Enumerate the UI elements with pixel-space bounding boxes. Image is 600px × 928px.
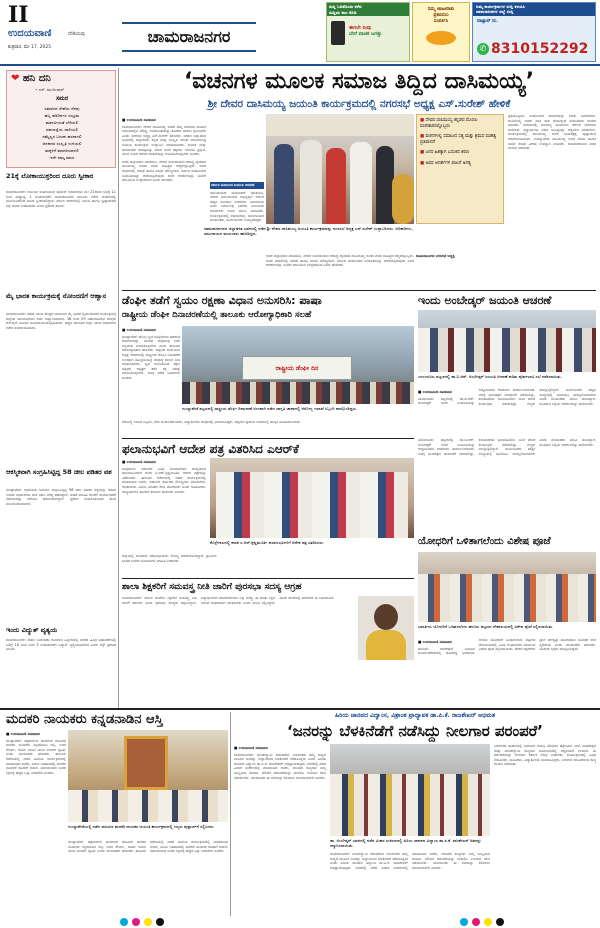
honey-byline: • ಎಸ್. ಮಂಜುನಾಥ್ [35,87,65,92]
story-f-text [418,638,596,704]
story-b-subhead: ರಾಷ್ಟ್ರೀಯ ಡೆಂಘೀ ದಿನಾಚರಣೆಯಲ್ಲಿ ತಾಲೂಕು ಆರೋಗ್ಯಾಧಿಕಾರಿ ಸಲಹೆ [122,310,312,320]
story-c-dateline: ■ ಉದಯವಾಣಿ ಸಮಾಚಾರ [418,390,452,394]
ad2-line3: ಸಂಪರ್ಕಿಸಿ [433,19,449,24]
story-g-photo [68,730,228,822]
left-body-1: ಚಾಮರಾಜನಗರ: ಕರ್ನಾಟಕ ಲೋಕಾಯುಕ್ತ ಪೊಲೀಸ್ ಅಧಿಕಾರಿಗಳು ಮೇ 21ರಂದು ಬೆಳಗ್ಗೆ 11 ರಿಂದ ಮಧ್ಯಾಹ್ನ 1 ಗಂಟೆಯವರೆಗೆ ಚಾಮರಾಜನಗರ ತಾಲೂಕು ಕಚೇರಿ ಆವರಣದಲ್ಲಿ ಸಾರ್ವಜನಿಕರಿಂದ ದೂರು ಸ್ವೀಕರಿಸಲಿದ್ದಾರೆ. ಸರ್ಕಾರಿ ಕಚೇರಿಗಳಲ್ಲಿ ವಿಳಂಬ ಹಾಗೂ ಭ್ರಷ್ಟಾಚಾರದ ಬಗ್ಗೆ ದೂರು ನೀಡಬಹುದು ಎಂದು ಪ್ರಕಟಣೆ ತಿಳಿಸಿದೆ. [6,190,116,208]
main-subhead: ಶ್ರೀ ದೇವರ ದಾಸಿಮಯ್ಯ ಜಯಂತಿ ಕಾರ್ಯಕ್ರಮದಲ್ಲಿ ನಗರಸಭೆ ಅಧ್ಯಕ್ಷ ಎಸ್.ಸುರೇಶ್ ಹೇಳಿಕೆ [207,98,511,110]
highlight-text-3: ಜನರ ಹಿತಕ್ಕಾಗಿ ಬದುಕಿದ ಶರಣ [425,150,470,156]
main-body-2: ಅಪರ ಜಿಲ್ಲಾಧಿಕಾರಿ ಮಾತನಾಡಿ, ನೇಕಾರ ಸಮುದಾಯದ ಆರಾಧ್ಯ ದೈವರಾದ ದಾಸಿಮಯ್ಯ ಅವರು ವಚನ ಸಾಹಿತ್ಯದ ಆದ್ಯರಲ್ಲೊಬ್ಬರು. ಅವರ ವಚನಗಳಲ್ಲಿ ಸರಳತೆ ಹಾಗೂ ಜೀವನ ಮೌಲ್ಯಗಳಿವೆ. ಸರ್ಕಾರ ಮಹನೀಯರ ಜಯಂತಿಗಳನ್ನು ಆಚರಿಸುತ್ತಿರುವುದು ಅವರ ಆದರ್ಶಗಳನ್ನು ಜನರಿಗೆ ತಲುಪಿಸುವ ಉದ್ದೇಶದಿಂದ ಎಂದು ಹೇಳಿದರು. [122,159,208,183]
story-b-crowd [182,382,414,404]
rule-below-b [122,438,414,439]
highlight-item-3 [420,150,500,156]
story-c-people [418,328,596,372]
ad1-tagline [349,25,409,37]
bullet-icon: ■ [420,150,426,156]
ad-phone-number: 8310152292 [491,41,589,57]
main-highlight-box [416,114,504,224]
ad3-line1: ನಿಮ್ಮ ಕಾರ್ಯಕ್ರಮಗಳ ಸುದ್ದಿ ಕಳುಹಿಸಿ [476,4,526,9]
ad2-line1: ನಿಮ್ಮ ಜಾಹೀರಾತು [427,7,455,12]
story-h-text [234,744,326,916]
story-c-headline: ಇಂದು ಅಂಬೇಡ್ಕರ್ ಜಯಂತಿ ಆಚರಣೆ [418,294,552,307]
section-title-text: ಚಾಮರಾಜನಗರ [147,27,231,46]
ad-news-subscribe [326,2,410,62]
masthead [0,0,600,64]
registration-mark-black-2 [496,918,504,926]
honey-logo-text: ಹನಿ ದನಿ [22,73,51,84]
story-f-caption: ಭಾರತೀಯ ಯೋಧರಿಗೆ ಒಳಿತಾಗಲೆಂದು ಹನೂರು ಪಟ್ಟಣದ ದೇವಾಲಯದಲ್ಲಿ ವಿಶೇಷ ಪೂಜೆ ಸಲ್ಲಿಸಲಾಯಿತು. [418,624,596,636]
highlight-item-1 [420,118,500,129]
ad1-line2: ಸುದ್ದಿಯ ಕಾಲ ಕೊಡಿ [329,9,357,15]
lower-divider [230,712,231,916]
story-h-kicker: ಹಿರಿಯ ಜಾನಪದ ವಿದ್ವಾಂಸ, ವಿಶ್ರಾಂತ ಪ್ರಾಧ್ಯಾಪಕ ಡಾ.ಪಿ.ಕೆ. ರಾಜಶೇಖರ್ ಅಭಿಮತ [334,712,496,719]
page-number: II [8,2,29,28]
photo-person-3 [326,148,346,224]
photo-flowers [392,174,414,224]
main-body-3: ಸಮುದಾಯದ ಮುಖಂಡರು ಮಾತನಾಡಿ, ನೇಕಾರ ಸಮುದಾಯದ ಅಭಿವೃದ್ಧಿಗೆ ಸರ್ಕಾರ ಹೆಚ್ಚಿನ ಅನುದಾನ ನೀಡಬೇಕು. ಸಮುದಾಯ ಭವನ ನಿರ್ಮಾಣಕ್ಕೆ ನಿವೇಶನ ಮಂಜೂರು ಮಾಡಬೇಕು ಎಂದು ಮನವಿ ಮಾಡಿದರು. ಕಾರ್ಯಕ್ರಮದಲ್ಲಿ ಅಧಿಕಾರಿಗಳು, ಸಮುದಾಯದ ಮುಖಂಡರು, ಸಾರ್ವಜನಿಕರು ಉಪಸ್ಥಿತರಿದ್ದರು. [210,190,266,223]
story-g-caption: ಗುಂಡ್ಲುಪೇಟೆಯಲ್ಲಿ ನಡೆದ ರಾಜವೀರ ಮದಕರಿ ನಾಯಕರ ಜಯಂತಿ ಕಾರ್ಯಕ್ರಮದಲ್ಲಿ ಗಣ್ಯರು ಪುಷ್ಪಾರ್ಚನೆ ಸಲ್ಲಿಸಿದರು. [68,824,228,836]
registration-mark-black [156,918,164,926]
story-d-caption: ಕೊಳ್ಳೇಗಾಲದಲ್ಲಿ ಶಾಸಕ ಎ.ಆರ್.ಕೃಷ್ಣಮೂರ್ತಿ ಫಲಾನುಭವಿಗಳಿಗೆ ಆದೇಶ ಪತ್ರ ವಿತರಿಸಿದರು. [210,540,414,552]
main-dateline: ■ ಉದಯವಾಣಿ ಸಮಾಚಾರ [122,118,156,122]
story-e-headline: ಶಾಲಾ ಶಿಕ್ಷಕರಿಗೆ ಸಮವಸ್ತ್ರ ನೀತಿ ಜಾರಿಗೆ ಪುರಸಭಾ ಸದಸ್ಯ ಆಗ್ರಹ [122,582,302,592]
story-b-caption: ಗುಂಡ್ಲುಪೇಟೆ ಪಟ್ಟಣದಲ್ಲಿ ರಾಷ್ಟ್ರೀಯ ಡೆಂಘೀ ದಿನಾಚರಣೆ ಅಂಗವಾಗಿ ನಡೆದ ಜಾಗೃತಿ ಜಾಥಾದಲ್ಲಿ ಆರೋಗ್ಯ ಇಲಾಖೆ ಸಿಬ್ಬಂದಿ ಪಾಲ್ಗೊಂಡಿದ್ದರು. [182,406,414,418]
bullet-icon: ■ [420,134,426,140]
story-g-text [6,730,66,916]
story-b-banner [242,356,352,380]
phone-graphic [331,21,345,45]
story-h-people [330,774,490,836]
story-g-portrait-frame [124,736,168,790]
story-h-body2: ನೀಲಗಾರರ ಹಾಡುಗಳಲ್ಲಿ ಸಮಾಜದ ನೋವು ನಲಿವುಗಳ ಚಿತ್ರಣವಿದೆ. ಮಲೆ ಮಹದೇಶ್ವರ ಮತ್ತು ಮಂಟೇಸ್ವಾಮಿ ಕಾವ್ಯಗಳು ಜನಮಾನಸದಲ್ಲಿ ಅಚ್ಚಳಿಯದೆ ಉಳಿದಿವೆ. ಈ ಪರಂಪರೆಯನ್ನು ಉಳಿಸಲು ಸರ್ಕಾರ ನೆರವು ನೀಡಬೇಕು. ಕಾರ್ಯಕ್ರಮದಲ್ಲಿ ವಿವಿಧ ಕಲಾವಿದರು, ಸಾಹಿತಿಗಳು, ವಿದ್ಯಾರ್ಥಿಗಳು ಭಾಗವಹಿಸಿದ್ದರು. ನೀಲಗಾರ ಕಲಾವಿದರಿಂದ ಕಾವ್ಯ ಗಾಯನ ನಡೆಯಿತು. [494,744,596,767]
registration-mark-cyan-2 [460,918,468,926]
bullet-icon: ■ [420,160,426,166]
bullet-icon: ■ [420,118,426,123]
ad1-line4: ಬೇರೆ ವಾಚಕ ಜಗತ್ತು [349,31,382,37]
whatsapp-icon: ✆ [477,43,489,55]
main-body-1: ಚಾಮರಾಜನಗರ: ದೇವರ ದಾಸಿಮಯ್ಯ ಅವರು ತಮ್ಮ ವಚನಗಳ ಮೂಲಕ ಸಮಾಜದಲ್ಲಿನ ಮೌಢ್ಯ, ಅಸಮಾನತೆಯನ್ನು ತೊಡೆದು ಹಾಕಲು ಶ್ರಮಿಸಿದರು ಎಂದು ನಗರಸಭೆ ಅಧ್ಯಕ್ಷ ಎಸ್.ಸುರೇಶ್ ಹೇಳಿದರು. ನಗರದ ಜಿಲ್ಲಾಡಳಿತ ಭವನದಲ್ಲಿ ಜಿಲ್ಲಾಡಳಿತ, ಕನ್ನಡ ಮತ್ತು ಸಂಸ್ಕೃತಿ ಇಲಾಖೆ ಆಯೋಜಿಸಿದ್ದ ಜಯಂತಿ ಕಾರ್ಯಕ್ರಮ ಉದ್ಘಾಟಿಸಿ ಮಾತನಾಡಿದರು. ಕಾಯಕ ಮತ್ತು ದಾಸೋಹದ ಮಹತ್ವವನ್ನು ಸಾರಿದ ಅವರ ತತ್ವಗಳು ಇಂದಿಗೂ ಪ್ರಸ್ತುತ. ಯುವ ಪೀಳಿಗೆ ಶರಣರ ಚಿಂತನೆಗಳನ್ನು ಅಳವಡಿಸಿಕೊಳ್ಳಬೇಕು ಎಂದರು. [122,124,208,157]
story-b-body2: ಆರೋಗ್ಯ ಇಲಾಖೆ ಸಿಬ್ಬಂದಿ, ಆಶಾ ಕಾರ್ಯಕರ್ತೆಯರು, ವಿದ್ಯಾರ್ಥಿಗಳು ಜಾಥಾದಲ್ಲಿ ಭಾಗವಹಿಸಿದ್ದರು. ಪಟ್ಟಣದ ಪ್ರಮುಖ ಬೀದಿಗಳಲ್ಲಿ ಜಾಗೃತಿ ಮೂಡಿಸಲಾಯಿತು. [122,420,301,424]
story-f-headline: ಯೋಧರಿಗೆ ಒಳಿತಾಗಲೆಂದು ವಿಶೇಷ ಪೂಜೆ [418,536,551,547]
story-d-text [122,458,206,538]
story-e-portrait [358,596,414,660]
story-b-body: ಗುಂಡ್ಲುಪೇಟೆ: ಡೆಂಘೀ ಜ್ವರ ಸೊಳ್ಳೆಗಳಿಂದ ಹರಡುವ ರೋಗವಾಗಿದ್ದು, ಮನೆಯ ಸುತ್ತಮುತ್ತ ನೀರು ನಿಲ್ಲದಂತೆ ನೋಡಿಕೊಳ್ಳಬೇಕು ಎಂದು ತಾಲೂಕು ಆರೋಗ್ಯಾಧಿಕಾರಿ ಹೇಳಿದರು. ಪಟ್ಟಣದ ಸಾರ್ವಜನಿಕ ಆಸ್ಪತ್ರೆ ಆವರಣದಲ್ಲಿ ರಾಷ್ಟ್ರೀಯ ಡೆಂಘೀ ದಿನಾಚರಣೆ ಅಂಗವಾಗಿ ಹಮ್ಮಿಕೊಂಡಿದ್ದ ಜಾಥಾಕ್ಕೆ ಚಾಲನೆ ನೀಡಿ ಮಾತನಾಡಿದರು. ಜ್ವರ ಕಾಣಿಸಿಕೊಂಡ ತಕ್ಷಣ ಹತ್ತಿರದ ಆಸ್ಪತ್ರೆಗೆ ತೆರಳಿ ರಕ್ತ ಪರೀಕ್ಷೆ ಮಾಡಿಸಿಕೊಳ್ಳಬೇಕು. ಸೊಳ್ಳೆ ಪರದೆ ಬಳಸಬೇಕು ಎಂದರು. [122,334,182,380]
left-headline-4: ಇಂದು ವಿದ್ಯುತ್ ವ್ಯತ್ಯಯ [6,626,58,634]
registration-mark-yellow-2 [484,918,492,926]
rule-below-d [122,578,414,579]
honey-heart-icon: ❤ [11,73,20,84]
main-left-text [122,116,206,286]
lower-section-rule [0,708,600,710]
story-g-people [68,790,228,822]
story-d-headline: ಫಲಾನುಭವಿಗೆ ಆದೇಶ ಪತ್ರ ವಿತರಿಸಿದ ಎಆರ್‌ಕೆ [122,442,299,456]
issue-date: ಶುಕ್ರವಾರ, ಮೇ 17, 2025 [8,45,52,50]
story-g-body-cont: ಗುಂಡ್ಲುಪೇಟೆ: ಚಿತ್ರದುರ್ಗದ ಪಾಳೇಗಾರ ರಾಜವೀರ ಮದಕರಿ ನಾಯಕರು ಕನ್ನಡನಾಡಿನ ಆಸ್ತಿ. ಅವರ ಶೌರ್ಯ, ಸಾಹಸ ಇಂದಿನ ಯುವ ಪೀಳಿಗೆಗೆ ಸ್ಫೂರ್ತಿ ಎಂದು ಮುಖಂಡರು ಹೇಳಿದರು. ತಾಲೂಕು ಕಚೇರಿಯಲ್ಲಿ ನಡೆದ ಜಯಂತಿ ಕಾರ್ಯಕ್ರಮದಲ್ಲಿ ಮಾತನಾಡಿದ ಅವರು, ನಾಡಿನ ಇತಿಹಾಸದಲ್ಲಿ ಮದಕರಿ ನಾಯಕರ ಕೊಡುಗೆ ಅಪಾರ. ಸಮುದಾಯದ ಜನರು ಶಿಕ್ಷಣಕ್ಕೆ ಹೆಚ್ಚಿನ ಒತ್ತು ನೀಡಬೇಕು ಎಂದರು. [68,840,228,854]
honey-dani-box [6,70,116,168]
story-f-people [418,574,596,622]
story-b-text [122,326,180,406]
main-headline: ‘ವಚನಗಳ ಮೂಲಕ ಸಮಾಜ ತಿದ್ದಿದ ದಾಸಿಮಯ್ಯ’ [183,69,535,94]
left-headline-3: ಆಕಸ್ಮಿಕವಾಗಿ ಸಂಗ್ರಹಿಸಿಟ್ಟಿದ್ದ 58 ಚೀಲ ಪಡಿತರ ವಶ [6,468,112,476]
left-headline-2: ಮೈ ಭಾರತ ಕಾರ್ಯಕ್ರಮಕ್ಕೆ ನೋಂದಣಿಗೆ ಆಹ್ವಾನ [6,292,107,300]
story-c-continuation: ಯಳಂದೂರು: ಪಟ್ಟಣದಲ್ಲಿ ಡಾ.ಬಿ.ಆರ್. ಅಂಬೇಡ್ಕರ್ ಅವರ ಜಯಂತಿಯನ್ನು ಅದ್ದೂರಿಯಾಗಿ ಆಚರಿಸಲು ತೀರ್ಮಾನಿಸಲಾಗಿದೆ. ಬೆಳಗ್ಗೆ ಭಾವಚಿತ್ರದ ಮೆರವಣಿಗೆ ನಡೆಯಲಿದ್ದು, ಕಲಾತಂಡಗಳು ಭಾಗವಹಿಸಲಿವೆ. ಬಳಿಕ ವೇದಿಕೆ ಕಾರ್ಯಕ್ರಮ ನಡೆಯಲಿದ್ದು, ಗಣ್ಯರು ಪಾಲ್ಗೊಳ್ಳಲಿದ್ದಾರೆ. ಸಾರ್ವಜನಿಕರು ಹೆಚ್ಚಿನ ಸಂಖ್ಯೆಯಲ್ಲಿ ಭಾಗವಹಿಸಿ ಯಶಸ್ವಿಗೊಳಿಸಬೇಕು ಎಂದು ಮುಖಂಡರು ಮನವಿ ಮಾಡಿದ್ದಾರೆ. ಸಂವಿಧಾನ ಶಿಲ್ಪಿಯ ಆದರ್ಶಗಳನ್ನು ಪಾಲಿಸಬೇಕು. [418,438,596,456]
highlight-text-4: ಅವರ ಆದರ್ಶಗಳ ಪಾಲನೆ ಅಗತ್ಯ [425,160,471,166]
ad2-swoosh [426,31,456,45]
registration-mark-cyan [120,918,128,926]
left-body-2: ಚಾಮರಾಜನಗರ: ನೆಹರು ಯುವ ಕೇಂದ್ರದ ವತಿಯಿಂದ ಮೈ ಭಾರತ ಸ್ವಯಂಸೇವಕರ ಕಾರ್ಯಕ್ರಮಕ್ಕೆ ಜಿಲ್ಲೆಯ ಯುವಜನರಿಂದ ಅರ್ಜಿ ಆಹ್ವಾನಿಸಲಾಗಿದೆ. 18 ರಿಂದ 29 ವರ್ಷದೊಳಗಿನ ಆಸಕ್ತರು ಆನ್‌ಲೈನ್ ಮೂಲಕ ನೋಂದಾಯಿಸಿಕೊಳ್ಳಬಹುದು. ಹೆಚ್ಚಿನ ಮಾಹಿತಿಗೆ ಜಿಲ್ಲಾ ಯುವ ಅಧಿಕಾರಿಗಳ ಕಚೇರಿ ಸಂಪರ್ಕಿಸಬಹುದು. [6,312,116,330]
story-b-photo [182,326,414,404]
main-right-body-text: ಪ್ರತಿಯೊಬ್ಬರೂ ಮಹನೀಯರ ಚಿಂತನೆಗಳನ್ನು ಅರಿತು ಬದುಕಬೇಕು. ದಾಸಿಮಯ್ಯ ಅವರು ಜಾತಿ ಮತ ಭೇದವಿಲ್ಲದೆ ಸಮಾನತೆಯ ಸಂದೇಶ ಸಾರಿದರು. ಸಮಾಜದಲ್ಲಿ ಸಾಮರಸ್ಯ ಮೂಡಿಸಲು ಶರಣರ ವಚನಗಳು ದಾರಿದೀಪ. ವಿದ್ಯಾರ್ಥಿಗಳು ವಚನ ಸಾಹಿತ್ಯವನ್ನು ಅಧ್ಯಯನ ಮಾಡಬೇಕು. ಕಾರ್ಯಕ್ರಮದಲ್ಲಿ ದಾಸಿಮಯ್ಯ ಅವರ ಭಾವಚಿತ್ರಕ್ಕೆ ಪುಷ್ಪಾರ್ಚನೆ ನೆರವೇರಿಸಲಾಯಿತು. ಉಪನ್ಯಾಸಕರು ದಾಸಿಮಯ್ಯ ಅವರ ಜೀವನ ಹಾಗೂ ಸಾಧನೆ ಕುರಿತು ವಿಶೇಷ ಉಪನ್ಯಾಸ ನೀಡಿದರು. ಕಲಾತಂಡಗಳಿಂದ ವಚನ ಗಾಯನ ನಡೆಯಿತು. [508,114,598,151]
ad-banner-top [327,3,409,16]
story-h-body3: ಚಾಮರಾಜನಗರ: ಮಂಟೇಸ್ವಾಮಿ ಪರಂಪರೆಯ ನೀಲಗಾರರು ತಮ್ಮ ಕಾವ್ಯದ ಮೂಲಕ ಜನರನ್ನು ಅಜ್ಞಾನದಿಂದ ಬೆಳಕಿನೆಡೆಗೆ ಕರೆದೊಯ್ದರು ಎಂದು ಹಿರಿಯ ಜಾನಪದ ವಿದ್ವಾಂಸ ಡಾ.ಪಿ.ಕೆ. ರಾಜಶೇಖರ್ ಅಭಿಪ್ರಾಯಪಟ್ಟರು. ನಗರದಲ್ಲಿ ನಡೆದ ವಿಚಾರ ಸಂಕಿರಣದಲ್ಲಿ ಮಾತನಾಡಿದ ಅವರು, ಜಾನಪದ ಕಾವ್ಯಗಳು ನಮ್ಮ ಸಂಸ್ಕೃತಿಯ ಜೀವಾಳ. ಮೌಖಿಕ ಪರಂಪರೆಯನ್ನು ದಾಖಲಿಸಿ ಉಳಿಸುವ ಕೆಲಸ ನಡೆಯಬೇಕು. ಯುವಜನರು ಈ ಕಲೆಯನ್ನು ಕಲಿಯಲು ಮುಂದಾಗಬೇಕು ಎಂದರು. [330,852,490,870]
brand-name: ಉದಯವಾಣಿ [8,28,52,39]
ad3-line2: ಚಾಮರಾಜನಗರ ಜಿಲ್ಲೆ ಸುದ್ದಿ [476,9,514,15]
main-lower-body [266,254,414,286]
main-lower-body-text: ಅಪರ ಜಿಲ್ಲಾಧಿಕಾರಿ ಮಾತನಾಡಿ, ನೇಕಾರ ಸಮುದಾಯದ ಆರಾಧ್ಯ ದೈವರಾದ ದಾಸಿಮಯ್ಯ ಅವರು ವಚನ ಸಾಹಿತ್ಯದ ಆದ್ಯರಲ್ಲೊಬ್ಬರು. ಅವರ ವಚನಗಳಲ್ಲಿ ಸರಳತೆ ಹಾಗೂ ಜೀವನ ಮೌಲ್ಯಗಳಿವೆ. ಸರ್ಕಾರ ಮಹನೀಯರ ಜಯಂತಿಗಳನ್ನು ಆಚರಿಸುತ್ತಿರುವುದು ಅವರ ಆದರ್ಶಗಳನ್ನು ಜನರಿಗೆ ತಲುಪಿಸುವ ಉದ್ದೇಶದಿಂದ ಎಂದು ಹೇಳಿದರು. [266,254,416,268]
story-b-headline: ಡೆಂಘೀ ತಡೆಗೆ ಸ್ವಯಂ ರಕ್ಷಣಾ ವಿಧಾನ ಅನುಸರಿಸಿ: ಪಾಷಾ [122,294,322,307]
story-h-body: ಚಾಮರಾಜನಗರ: ಮಂಟೇಸ್ವಾಮಿ ಪರಂಪರೆಯ ನೀಲಗಾರರು ತಮ್ಮ ಕಾವ್ಯದ ಮೂಲಕ ಜನರನ್ನು ಅಜ್ಞಾನದಿಂದ ಬೆಳಕಿನೆಡೆಗೆ ಕರೆದೊಯ್ದರು ಎಂದು ಹಿರಿಯ ಜಾನಪದ ವಿದ್ವಾಂಸ ಡಾ.ಪಿ.ಕೆ. ರಾಜಶೇಖರ್ ಅಭಿಪ್ರಾಯಪಟ್ಟರು. ನಗರದಲ್ಲಿ ನಡೆದ ವಿಚಾರ ಸಂಕಿರಣದಲ್ಲಿ ಮಾತನಾಡಿದ ಅವರು, ಜಾನಪದ ಕಾವ್ಯಗಳು ನಮ್ಮ ಸಂಸ್ಕೃತಿಯ ಜೀವಾಳ. ಮೌಖಿಕ ಪರಂಪರೆಯನ್ನು ದಾಖಲಿಸಿ ಉಳಿಸುವ ಕೆಲಸ ನಡೆಯಬೇಕು. ಯುವಜನರು ಈ ಕಲೆಯನ್ನು ಕಲಿಯಲು ಮುಂದಾಗಬೇಕು ಎಂದರು. [234,752,328,780]
ad-whatsapp [472,2,596,62]
story-c-body: ಯಳಂದೂರು: ಪಟ್ಟಣದಲ್ಲಿ ಡಾ.ಬಿ.ಆರ್. ಅಂಬೇಡ್ಕರ್ ಅವರ ಜಯಂತಿಯನ್ನು ಅದ್ದೂರಿಯಾಗಿ ಆಚರಿಸಲು ತೀರ್ಮಾನಿಸಲಾಗಿದೆ. ಬೆಳಗ್ಗೆ ಭಾವಚಿತ್ರದ ಮೆರವಣಿಗೆ ನಡೆಯಲಿದ್ದು, ಕಲಾತಂಡಗಳು ಭಾಗವಹಿಸಲಿವೆ. ಬಳಿಕ ವೇದಿಕೆ ಕಾರ್ಯಕ್ರಮ ನಡೆಯಲಿದ್ದು, ಗಣ್ಯರು ಪಾಲ್ಗೊಳ್ಳಲಿದ್ದಾರೆ. ಸಾರ್ವಜನಿಕರು ಹೆಚ್ಚಿನ ಸಂಖ್ಯೆಯಲ್ಲಿ ಭಾಗವಹಿಸಿ ಯಶಸ್ವಿಗೊಳಿಸಬೇಕು ಎಂದು ಮುಖಂಡರು ಮನವಿ ಮಾಡಿದ್ದಾರೆ. ಸಂವಿಧಾನ ಶಿಲ್ಪಿಯ ಆದರ್ಶಗಳನ್ನು ಪಾಲಿಸಬೇಕು. [418,388,598,406]
story-d-dateline: ■ ಉದಯವಾಣಿ ಸಮಾಚಾರ [122,460,156,464]
ad1-line3: ಈಗಲೇ ನೀವು [349,25,371,31]
highlight-item-2 [420,134,500,145]
highlight-text-1: ದೇವರ ದಾಸಿಮಯ್ಯ ಕನ್ನಡದ ಮೊದಲ ವಚನಕಾರರಲ್ಲೊಬ್ಬರು [420,118,478,129]
main-right-body [508,114,596,286]
main-photo-caption: ಚಾಮರಾಜನಗರದ ಜಿಲ್ಲಾಡಳಿತ ಭವನದಲ್ಲಿ ನಡೆದ ಶ್ರೀ ದೇವರ ದಾಸಿಮಯ್ಯ ಜಯಂತಿ ಕಾರ್ಯಕ್ರಮವನ್ನು ನಗರಸಭೆ ಅಧ್ಯಕ್ಷ ಎಸ್.ಸುರೇಶ್ ಉದ್ಘಾಟಿಸಿದರು. ಅಧಿಕಾರಿಗಳು, ಸಮುದಾಯದ ಮುಖಂಡರು ಹಾಜರಿದ್ದರು. [204,226,414,252]
main-quote-name: ಚಾಮರಾಜನಗರ ನಗರಸಭೆ ಅಧ್ಯಕ್ಷ [416,254,455,258]
highlight-item-4 [420,161,500,167]
story-d-body: ಕೊಳ್ಳೇಗಾಲ: ಸರ್ಕಾರದ ವಿವಿಧ ಯೋಜನೆಗಳಡಿ ಆಯ್ಕೆಯಾದ ಫಲಾನುಭವಿಗಳಿಗೆ ಶಾಸಕ ಎ.ಆರ್.ಕೃಷ್ಣಮೂರ್ತಿ ಆದೇಶ ಪತ್ರಗಳನ್ನು ವಿತರಿಸಿದರು. ತಾಲೂಕು ಕಚೇರಿಯಲ್ಲಿ ನಡೆದ ಕಾರ್ಯಕ್ರಮದಲ್ಲಿ ಮಾತನಾಡಿದ ಅವರು, ಅರ್ಹರಿಗೆ ಸರ್ಕಾರದ ಸೌಲಭ್ಯಗಳು ತಲುಪಬೇಕು. ಅಧಿಕಾರಿಗಳು ವಿಳಂಬ ಮಾಡದೆ ಕೆಲಸ ಮಾಡಬೇಕು ಎಂದು ಸೂಚಿಸಿದರು. ಮಧ್ಯವರ್ತಿಗಳ ಹಾವಳಿಗೆ ಕಡಿವಾಣ ಹಾಕಬೇಕು ಎಂದರು. [122,466,208,494]
story-e-body: ಚಾಮರಾಜನಗರ: ಸರ್ಕಾರಿ ಶಾಲೆಗಳ ಶಿಕ್ಷಕರಿಗೆ ಸಮವಸ್ತ್ರ ನೀತಿ ಜಾರಿಗೆ ತರಬೇಕು ಎಂದು ಪುರಸಭಾ ಸದಸ್ಯರು ಆಗ್ರಹಿಸಿದ್ದಾರೆ. ವಿದ್ಯಾರ್ಥಿಗಳಿಗೆ ಮಾದರಿಯಾಗಲು ಶಿಸ್ತು ಅಗತ್ಯ. ಈ ಕುರಿತು ಶಿಕ್ಷಣ ಇಲಾಖೆ ಗಂಭೀರವಾಗಿ ಚಿಂತಿಸಬೇಕು ಎಂದು ಮನವಿ ಸಲ್ಲಿಸಿದ್ದಾರೆ. ಖಾಸಗಿ ಶಾಲೆಗಳಲ್ಲಿ ಈಗಾಗಲೇ ಈ ನಿಯಮವಿದೆ. [122,596,335,605]
ad1-line1: ಸುದ್ದಿ ಓದಿಕೊಂಡು ಕಳೆದ [329,4,362,9]
story-b-banner-text: ರಾಷ್ಟ್ರೀಯ ಡೆಂಘೀ ದಿನ [275,365,319,372]
left-headline-1: 21ಕ್ಕೆ ಲೋಕಾಯುಕ್ತರಿಂದ ದೂರು ಸ್ವೀಕಾರ [6,172,94,180]
main-inner-subhead: ಸರ್ಕಾರ ವತಿಯಿಂದ ಜಯಂತಿ ಆಚರಣೆ [210,182,264,189]
story-d-people [216,472,408,538]
rule-below-main [122,290,596,291]
story-h-photo [330,744,490,836]
ad3-whatsapp-label: ವಾಟ್ಸಾಪ್ ನಂ. [477,18,499,24]
story-g-body: ಗುಂಡ್ಲುಪೇಟೆ: ಚಿತ್ರದುರ್ಗದ ಪಾಳೇಗಾರ ರಾಜವೀರ ಮದಕರಿ ನಾಯಕರು ಕನ್ನಡನಾಡಿನ ಆಸ್ತಿ. ಅವರ ಶೌರ್ಯ, ಸಾಹಸ ಇಂದಿನ ಯುವ ಪೀಳಿಗೆಗೆ ಸ್ಫೂರ್ತಿ ಎಂದು ಮುಖಂಡರು ಹೇಳಿದರು. ತಾಲೂಕು ಕಚೇರಿಯಲ್ಲಿ ನಡೆದ ಜಯಂತಿ ಕಾರ್ಯಕ್ರಮದಲ್ಲಿ ಮಾತನಾಡಿದ ಅವರು, ನಾಡಿನ ಇತಿಹಾಸದಲ್ಲಿ ಮದಕರಿ ನಾಯಕರ ಕೊಡುಗೆ ಅಪಾರ. ಸಮುದಾಯದ ಜನರು ಶಿಕ್ಷಣಕ್ಕೆ ಹೆಚ್ಚಿನ ಒತ್ತು ನೀಡಬೇಕು ಎಂದರು. [6,738,68,775]
honey-title: ಸಮರ [55,95,69,102]
ad-advertise [412,2,470,62]
story-h-dateline: ■ ಉದಯವಾಣಿ ಸಮಾಚಾರ [234,746,268,750]
brand-sub: ದೇಶಿಯವು [68,31,86,37]
masthead-rule [0,64,600,66]
story-h-caption: ಡಾ. ಅಂಬೇಡ್ಕರ್ ಭವನದಲ್ಲಿ ನಡೆದ ವಿಚಾರ ಸಂಕಿರಣದಲ್ಲಿ ಹಿರಿಯ ಜಾನಪದ ವಿದ್ವಾಂಸ ಡಾ.ಪಿ.ಕೆ. ರಾಜಶೇಖರ್ ಅವರನ್ನು ಸನ್ಮಾನಿಸಲಾಯಿತು. [330,838,490,850]
registration-mark-magenta-2 [472,918,480,926]
story-f-body: ಹನೂರು: ಆಪರೇಷನ್ ಸಿಂಧೂರ ಕಾರ್ಯಾಚರಣೆಯಲ್ಲಿ ತೊಡಗಿದ್ದ ಭಾರತೀಯ ಸೇನೆಯ ಯೋಧರಿಗೆ ಒಳಿತಾಗಲೆಂದು ಪಟ್ಟಣದ ದೇವಾಲಯದಲ್ಲಿ ವಿವಿಧ ಸಂಘಟನೆಗಳ ವತಿಯಿಂದ ವಿಶೇಷ ಪೂಜೆ ಸಲ್ಲಿಸಲಾಯಿತು. ದೇಶದ ರಕ್ಷಣೆಗಾಗಿ ಪ್ರಾಣ ಪಣಕ್ಕಿಟ್ಟು ಹೋರಾಡುವ ಯೋಧರ ಸೇವೆ ಸ್ಮರಣೀಯ ಎಂದು ಮುಖಂಡರು ಹೇಳಿದರು. ನೂರಾರು ಭಕ್ತರು ಪಾಲ್ಗೊಂಡಿದ್ದರು. [418,638,598,656]
left-body-4: ಚಾಮರಾಜನಗರ: ತುರ್ತು ನಿರ್ವಹಣಾ ಕಾಮಗಾರಿ ಹಿನ್ನೆಲೆಯಲ್ಲಿ ನಗರದ ವಿವಿಧ ಬಡಾವಣೆಗಳಲ್ಲಿ ಬೆಳಗ್ಗೆ 10 ರಿಂದ ಸಂಜೆ 5 ಗಂಟೆಯವರೆಗೆ ವಿದ್ಯುತ್ ವ್ಯತ್ಯಯವಾಗಲಿದೆ ಎಂದು ಸೆಸ್ಕ್ ಪ್ರಕಟಣೆ ತಿಳಿಸಿದೆ. [6,638,116,652]
registration-mark-magenta [132,918,140,926]
story-f-dateline: ■ ಉದಯವಾಣಿ ಸಮಾಚಾರ [418,640,452,644]
photo-person-1 [274,144,294,224]
story-f-photo [418,552,596,622]
main-photo [266,114,414,224]
story-c-photo [418,310,596,372]
story-d-body2: ಜಿಲ್ಲೆಯಲ್ಲಿ ಸಾವಿರಾರು ಫಲಾನುಭವಿಗಳು ಸೌಲಭ್ಯ ಪಡೆದುಕೊಂಡಿದ್ದಾರೆ. ಗ್ರಾಮೀಣ ಭಾಗದ ಜನರಿಗೆ ಯೋಜನೆಗಳ ಮಾಹಿತಿ ನೀಡಬೇಕು. [122,554,217,563]
left-body-3: ಗುಂಡ್ಲುಪೇಟೆ: ಅಕ್ರಮವಾಗಿ ಸಾಗಿಸಲು ಸಂಗ್ರಹಿಸಿಟ್ಟಿದ್ದ 58 ಚೀಲ ಪಡಿತರ ಅಕ್ಕಿಯನ್ನು ಆಹಾರ ಇಲಾಖೆ ಅಧಿಕಾರಿಗಳು ದಾಳಿ ನಡೆಸಿ ವಶಕ್ಕೆ ಪಡೆದಿದ್ದಾರೆ. ಖಚಿತ ಮಾಹಿತಿ ಮೇರೆಗೆ ಕಾರ್ಯಾಚರಣೆ ನಡೆಸಲಾಗಿದ್ದು ಆರೋಪಿ ಪರಾರಿಯಾಗಿದ್ದಾನೆ. ಪ್ರಕರಣ ದಾಖಲಿಸಿಕೊಂಡು ತನಿಖೆ ಮುಂದುವರಿಸಲಾಗಿದೆ. [6,488,116,506]
story-d-photo [210,458,414,538]
ad3-header [473,3,595,16]
honey-poem: ಸಮಾಜದ ಸೇವೆಯ ನೆನಪು ಹಬ್ಬ ಹರಿದಿನಗಳ ಸಂಭ್ರಮ ಮಾನವೀಯತೆ ಬೆಳೆಯಲಿ ಸಹಬಾಳ್ವೆಯ ದಾರಿಯಲಿ ನಮ್ಮೆಲ್ಲರ ಬದುಕು ಹಸನಾಗಲಿ ಜನಪದರ ಸಂಸ್ಕೃತಿ ಉಳಿಯಲಿ ಮಕ್ಕಳಿಗೆ ಮಾದರಿಯಾಗಲಿ ಇದೇ ನಮ್ಮ ಸಮರ [42,106,82,160]
honey-logo [11,73,51,84]
left-column-divider [118,68,119,708]
portrait-body [366,630,406,660]
portrait-head [374,604,398,630]
photo-person-4 [350,142,372,224]
photo-person-2 [300,140,322,224]
story-b-dateline: ■ ಉದಯವಾಣಿ ಸಮಾಚಾರ [122,328,156,332]
story-h-headline: ‘ಜನರನ್ನು ಬೆಳಕಿನೆಡೆಗೆ ನಡೆಸಿದ್ದು ನೀಲಗಾರ ಪರಂಪರೆ’ [287,722,543,740]
section-title [122,22,256,52]
story-g-dateline: ■ ಉದಯವಾಣಿ ಸಮಾಚಾರ [6,732,40,736]
highlight-text-2: ವಚನಗಳಲ್ಲಿ ಸಮಾಜದ ಸತ್ಯ ಮತ್ತು ಶ್ರಮದ ಮಹತ್ವ ಪ್ರತಿಪಾದನೆ [420,134,497,145]
story-c-text [418,388,596,434]
photo-banner [266,114,414,136]
story-g-headline: ಮದಕರಿ ನಾಯಕರು ಕನ್ನಡನಾಡಿನ ಆಸ್ತಿ [6,712,163,727]
registration-mark-yellow [144,918,152,926]
story-c-caption: ಯಳಂದೂರು ಪಟ್ಟಣದಲ್ಲಿ ಡಾ.ಬಿ.ಆರ್. ಅಂಬೇಡ್ಕರ್ ಜಯಂತಿ ಆಚರಣೆ ಕುರಿತು ಪೂರ್ವಭಾವಿ ಸಭೆ ನಡೆಸಲಾಯಿತು. [418,374,596,386]
ad2-line2: ಪ್ರಕಟಿಸಲು [433,13,449,18]
